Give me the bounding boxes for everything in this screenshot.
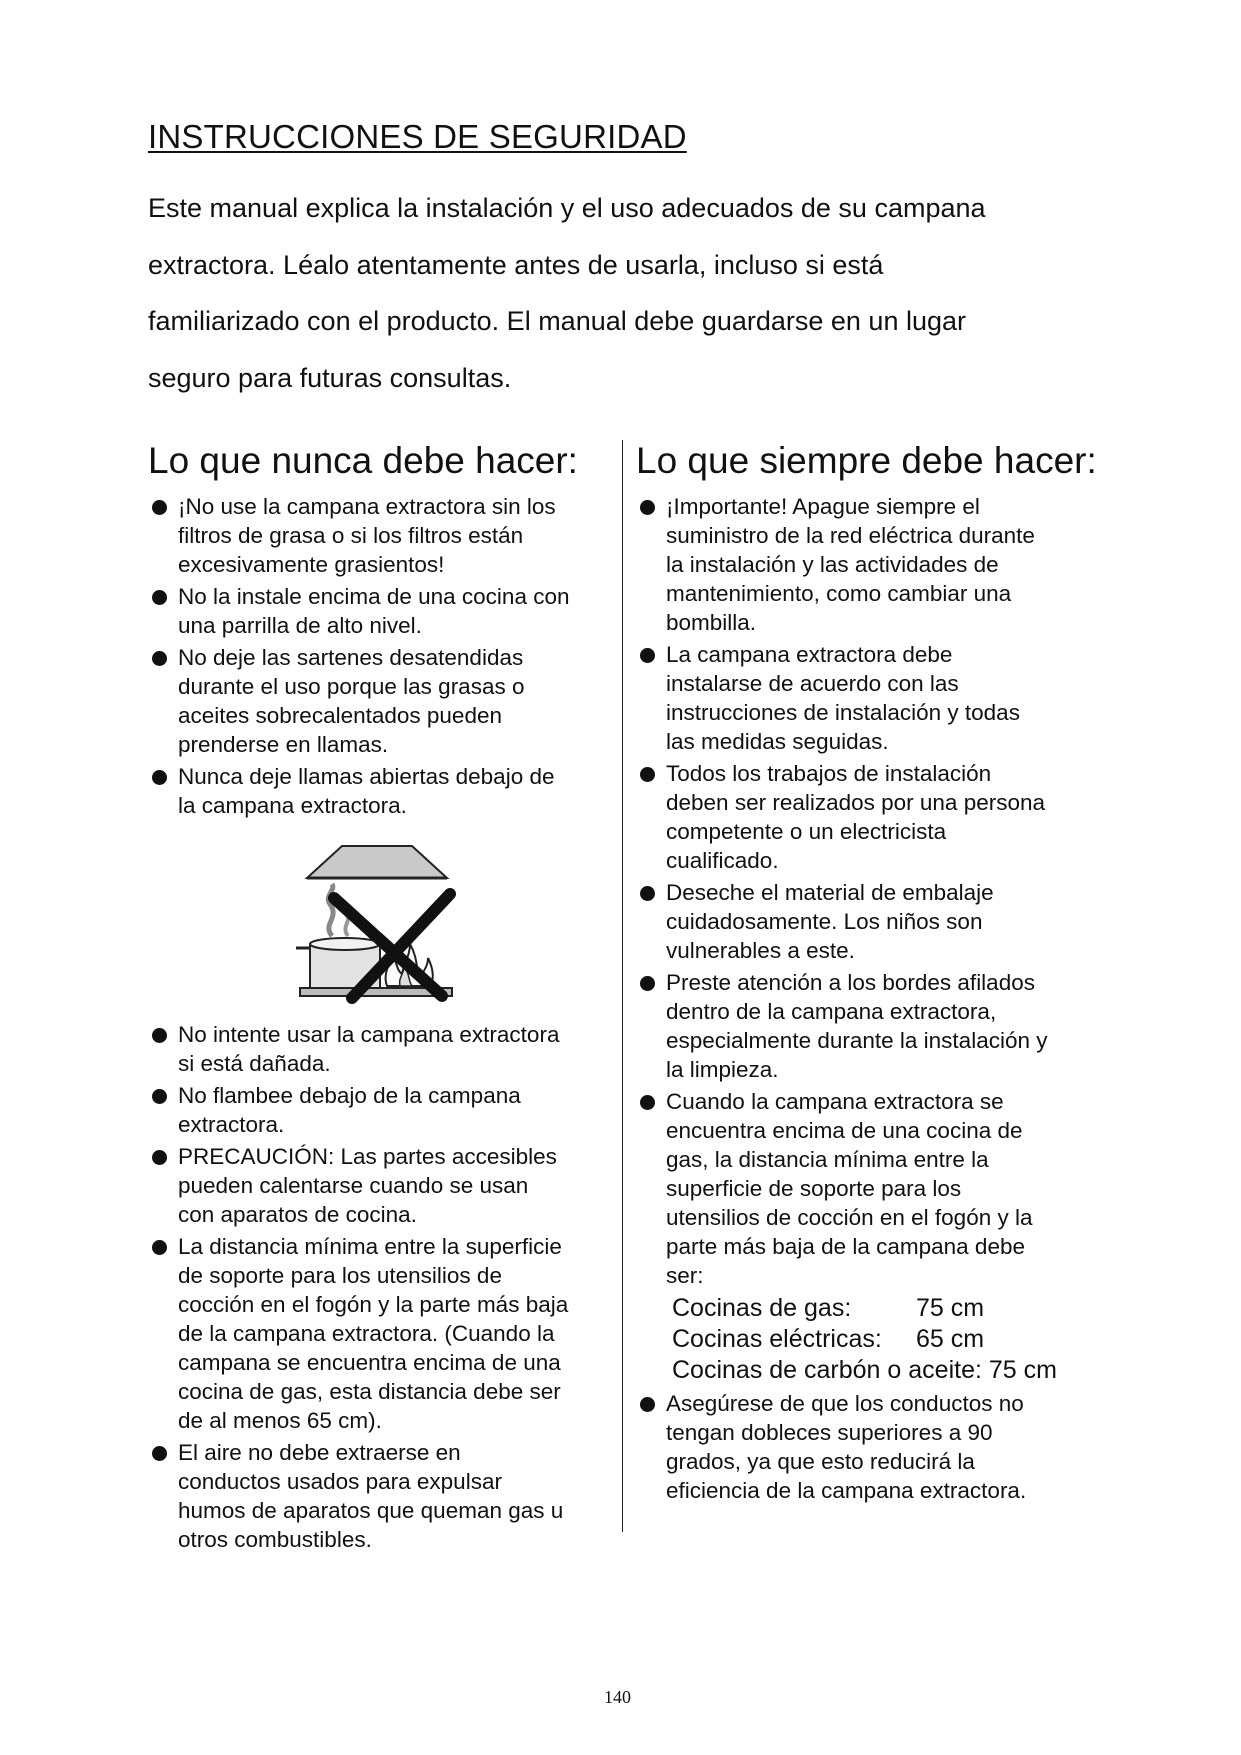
list-item-line: las medidas seguidas.: [666, 729, 889, 754]
list-item-line: de al menos 65 cm).: [178, 1408, 382, 1433]
intro-line: Este manual explica la instalación y el uso adecuados de su campana: [148, 193, 986, 223]
bullet-icon: [640, 500, 655, 515]
list-item-line: una parrilla de alto nivel.: [178, 613, 422, 638]
list-item-line: gas, la distancia mínima entre la: [666, 1147, 989, 1172]
list-item-line: mantenimiento, como cambiar una: [666, 581, 1012, 606]
list-item-line: durante el uso porque las grasas o: [178, 674, 525, 699]
bullet-icon: [152, 500, 167, 515]
list-item-line: excesivamente grasientos!: [178, 552, 445, 577]
list-item-line: con aparatos de cocina.: [178, 1202, 417, 1227]
always-do-list: [636, 492, 1116, 1290]
list-item-line: de la campana extractora. (Cuando la: [178, 1321, 555, 1346]
minimum-distance-table: [672, 1293, 1116, 1386]
list-item-line: cualificado.: [666, 848, 779, 873]
list-item-line: deben ser realizados por una persona: [666, 790, 1046, 815]
list-item-line: extractora.: [178, 1112, 285, 1137]
list-item-line: PRECAUCIÓN: Las partes accesibles: [178, 1144, 557, 1169]
list-item: [636, 878, 1116, 965]
list-item-line: superficie de soporte para los: [666, 1176, 962, 1201]
list-item-line: prenderse en llamas.: [178, 732, 389, 757]
intro-line: seguro para futuras consultas.: [148, 362, 512, 393]
list-item-line: pueden calentarse cuando se usan: [178, 1173, 529, 1198]
list-item: [148, 1081, 618, 1139]
list-item-line: parte más baja de la campana debe: [666, 1234, 1025, 1259]
list-item-line: dentro de la campana extractora,: [666, 999, 997, 1024]
list-item-line: vulnerables a este.: [666, 938, 855, 963]
list-item: [636, 1389, 1116, 1505]
list-item: [148, 643, 618, 759]
bullet-icon: [640, 648, 655, 663]
list-item-line: No deje las sartenes desatendidas: [178, 645, 524, 670]
list-item-line: Preste atención a los bordes afilados: [666, 970, 1035, 995]
list-item-line: eficiencia de la campana extractora.: [666, 1478, 1027, 1503]
column-divider: [622, 440, 623, 1532]
list-item-line: la instalación y las actividades de: [666, 552, 999, 577]
bullet-icon: [640, 767, 655, 782]
distance-label: Cocinas de gas:: [672, 1294, 852, 1322]
distance-value: 65 cm: [916, 1325, 985, 1353]
list-item-line: cocción en el fogón y la parte más baja: [178, 1292, 569, 1317]
bullet-icon: [640, 976, 655, 991]
distance-row: [672, 1293, 1116, 1324]
bullet-icon: [152, 651, 167, 666]
list-item: [636, 640, 1116, 756]
list-item-line: No intente usar la campana extractora: [178, 1022, 560, 1047]
list-item-line: de soporte para los utensilios de: [178, 1263, 502, 1288]
bullet-icon: [152, 1446, 167, 1461]
list-item-line: El aire no debe extraerse en: [178, 1440, 461, 1465]
list-item-line: No la instale encima de una cocina con: [178, 584, 570, 609]
list-item-line: la limpieza.: [666, 1057, 779, 1082]
bullet-icon: [152, 1240, 167, 1255]
page-title: INSTRUCCIONES DE SEGURIDAD: [148, 118, 687, 155]
distance-value: 75 cm: [988, 1356, 1057, 1384]
list-item: [636, 968, 1116, 1084]
never-do-list-continued: [148, 1020, 618, 1554]
distance-label: Cocinas eléctricas:: [672, 1325, 882, 1353]
list-item-line: bombilla.: [666, 610, 757, 635]
list-item-line: Cuando la campana extractora se: [666, 1089, 1004, 1114]
bullet-icon: [640, 1095, 655, 1110]
bullet-icon: [640, 1397, 655, 1412]
list-item-line: otros combustibles.: [178, 1527, 372, 1552]
no-open-flame-under-hood-icon: [292, 836, 462, 1006]
list-item-line: Asegúrese de que los conductos no: [666, 1391, 1024, 1416]
list-item-line: No flambee debajo de la campana: [178, 1083, 521, 1108]
always-do-column: [636, 440, 1116, 1508]
list-item-line: Deseche el material de embalaje: [666, 880, 994, 905]
list-item-line: la campana extractora.: [178, 793, 407, 818]
list-item-line: instalarse de acuerdo con las: [666, 671, 959, 696]
list-item: [148, 1438, 618, 1554]
never-do-heading: Lo que nunca debe hacer:: [148, 440, 578, 481]
list-item-line: Nunca deje llamas abiertas debajo de: [178, 764, 555, 789]
list-item: [148, 1142, 618, 1229]
list-item-line: especialmente durante la instalación y: [666, 1028, 1048, 1053]
bullet-icon: [152, 1028, 167, 1043]
bullet-icon: [152, 770, 167, 785]
list-item-line: si está dañada.: [178, 1051, 331, 1076]
list-item-line: ¡No use la campana extractora sin los: [178, 494, 556, 519]
never-do-column: [148, 440, 618, 1557]
list-item-line: cocina de gas, esta distancia debe ser: [178, 1379, 561, 1404]
bullet-icon: [152, 1150, 167, 1165]
list-item: [636, 759, 1116, 875]
list-item-line: conductos usados para expulsar: [178, 1469, 502, 1494]
list-item-line: La distancia mínima entre la superficie: [178, 1234, 562, 1259]
list-item-line: Todos los trabajos de instalación: [666, 761, 992, 786]
list-item-line: filtros de grasa o si los filtros están: [178, 523, 524, 548]
list-item-line: suministro de la red eléctrica durante: [666, 523, 1035, 548]
bullet-icon: [152, 1089, 167, 1104]
never-do-list: [148, 492, 618, 820]
intro-line: extractora. Léalo atentamente antes de usarla, incluso si está: [148, 249, 884, 280]
always-do-list-final: [636, 1389, 1116, 1505]
always-do-heading: Lo que siempre debe hacer:: [636, 440, 1097, 481]
list-item: [148, 1232, 618, 1435]
list-item-line: competente o un electricista: [666, 819, 947, 844]
bullet-icon: [152, 590, 167, 605]
list-item-line: encuentra encima de una cocina de: [666, 1118, 1023, 1143]
list-item: [636, 1087, 1116, 1290]
list-item-line: La campana extractora debe: [666, 642, 953, 667]
list-item-line: ¡Importante! Apague siempre el: [666, 494, 980, 519]
distance-value: 75 cm: [916, 1294, 985, 1322]
list-item-line: ser:: [666, 1263, 704, 1288]
distance-row: [672, 1324, 1116, 1355]
list-item-line: cuidadosamente. Los niños son: [666, 909, 983, 934]
list-item: [148, 582, 618, 640]
list-item-line: aceites sobrecalentados pueden: [178, 703, 502, 728]
list-item: [148, 1020, 618, 1078]
list-item: [636, 492, 1116, 637]
list-item-line: grados, ya que esto reducirá la: [666, 1449, 975, 1474]
intro-line: familiarizado con el producto. El manual debe guardarse en un lugar: [148, 306, 967, 336]
list-item: [148, 492, 618, 579]
bullet-icon: [640, 886, 655, 901]
list-item-line: instrucciones de instalación y todas: [666, 700, 1020, 725]
list-item-line: tengan dobleces superiores a 90: [666, 1420, 993, 1445]
distance-row: [672, 1355, 1116, 1386]
intro-paragraph: [148, 193, 1108, 419]
list-item-line: humos de aparatos que queman gas u: [178, 1498, 564, 1523]
list-item-line: campana se encuentra encima de una: [178, 1350, 561, 1375]
list-item-line: utensilios de cocción en el fogón y la: [666, 1205, 1033, 1230]
list-item: [148, 762, 618, 820]
page-number: 140: [604, 1687, 631, 1707]
distance-label: Cocinas de carbón o aceite:: [672, 1356, 982, 1384]
